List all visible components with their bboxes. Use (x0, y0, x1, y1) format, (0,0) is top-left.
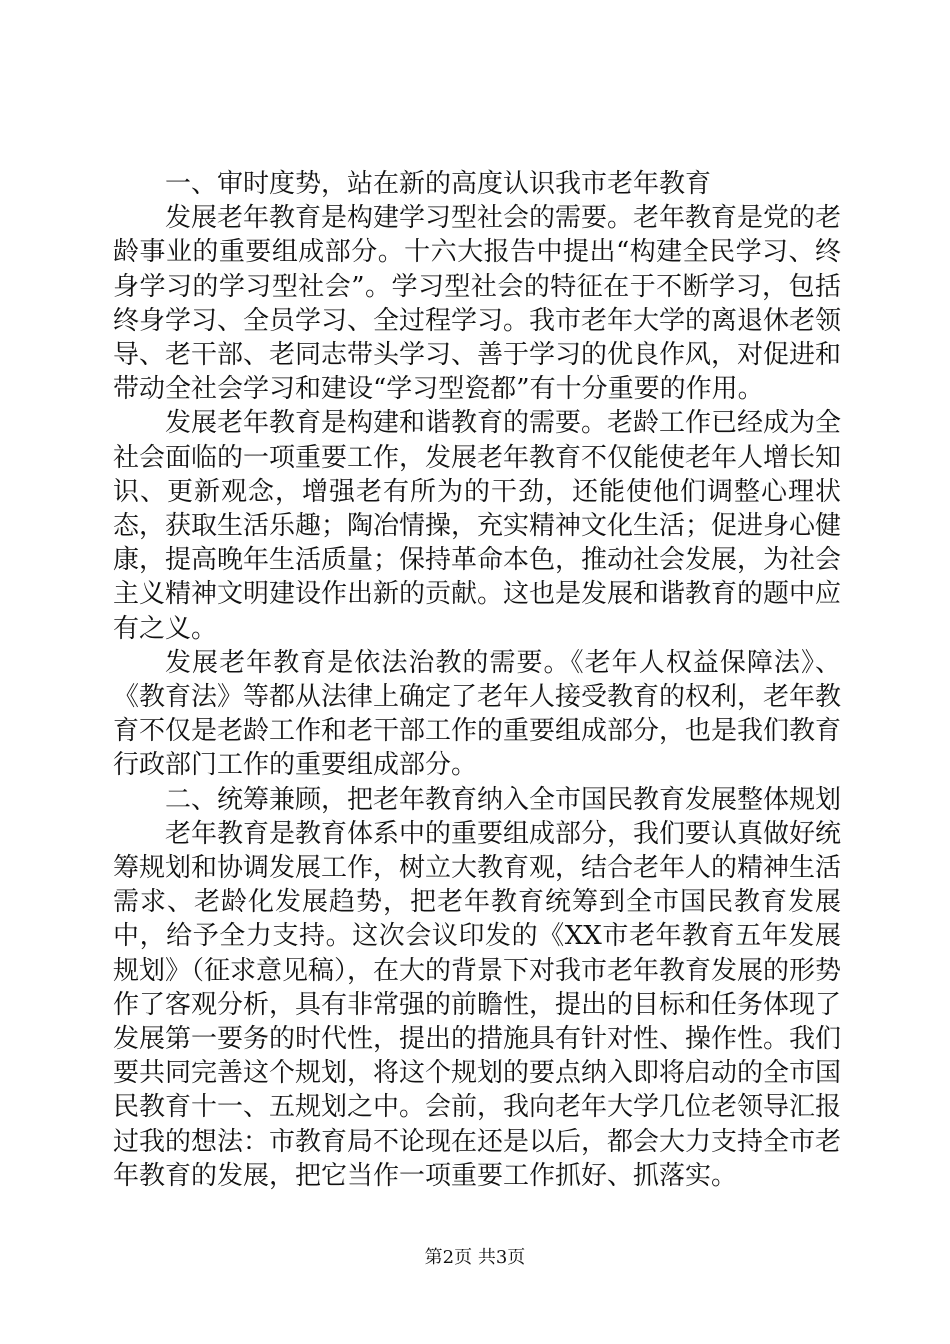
page-number-footer: 第2页 共3页 (424, 1247, 526, 1268)
paragraph: 老年教育是教育体系中的重要组成部分，我们要认真做好统筹规划和协调发展工作，树立大教育观，结合老年人的精神生活需求、老龄化发展趋势，把老年教育统筹到全市国民教育发展中，给予全力支持。这次会议印发的《XX市老年教育五年发展规划》（征求意见稿），在大的背景下对我市老年教育发展的形势作了客观分析，具有非常强的前瞻性，提出的目标和任务体现了发展第一要务的时代性，提出的措施具有针对性、操作性。我们要共同完善这个规划，将这个规划的要点纳入即将启动的全市国民教育十一、五规划之中。会前，我向老年大学几位老领导汇报过我的想法：市教育局不论现在还是以后，都会大力支持全市老年教育的发展，把它当作一项重要工作抓好、抓落实。 (113, 818, 842, 1191)
section-heading-1: 一、审时度势，站在新的高度认识我市老年教育 (165, 169, 712, 199)
document-body (113, 167, 841, 1193)
paragraph: 发展老年教育是构建学习型社会的需要。老年教育是党的老龄事业的重要组成部分。十六大报告中提出“构建全民学习、终身学习的学习型社会”。学习型社会的特征在于不断学习，包括终身学习、全员学习、全过程学习。我市老年大学的离退休老领导、老干部、老同志带头学习、善于学习的优良作风，对促进和带动全社会学习和建设“学习型瓷都”有十分重要的作用。 (113, 203, 842, 405)
section-heading-2: 二、统筹兼顾，把老年教育纳入全市国民教育发展整体规划 (165, 784, 842, 815)
paragraph: 发展老年教育是依法治教的需要。《老年人权益保障法》、《教育法》等都从法律上确定了老年人接受教育的权利，老年教育不仅是老龄工作和老干部工作的重要组成部分，也是我们教育行政部门工作的重要组成部分。 (113, 647, 842, 781)
paragraph: 发展老年教育是构建和谐教育的需要。老龄工作已经成为全社会面临的一项重要工作，发展老年教育不仅能使老年人增长知识、更新观念，增强老有所为的干劲，还能使他们调整心理状态，获取生活乐趣；陶冶情操，充实精神文化生活；促进身心健康，提高晚年生活质量；保持革命本色，推动社会发展，为社会主义精神文明建设作出新的贡献。这也是发展和谐教育的题中应有之义。 (113, 408, 842, 644)
